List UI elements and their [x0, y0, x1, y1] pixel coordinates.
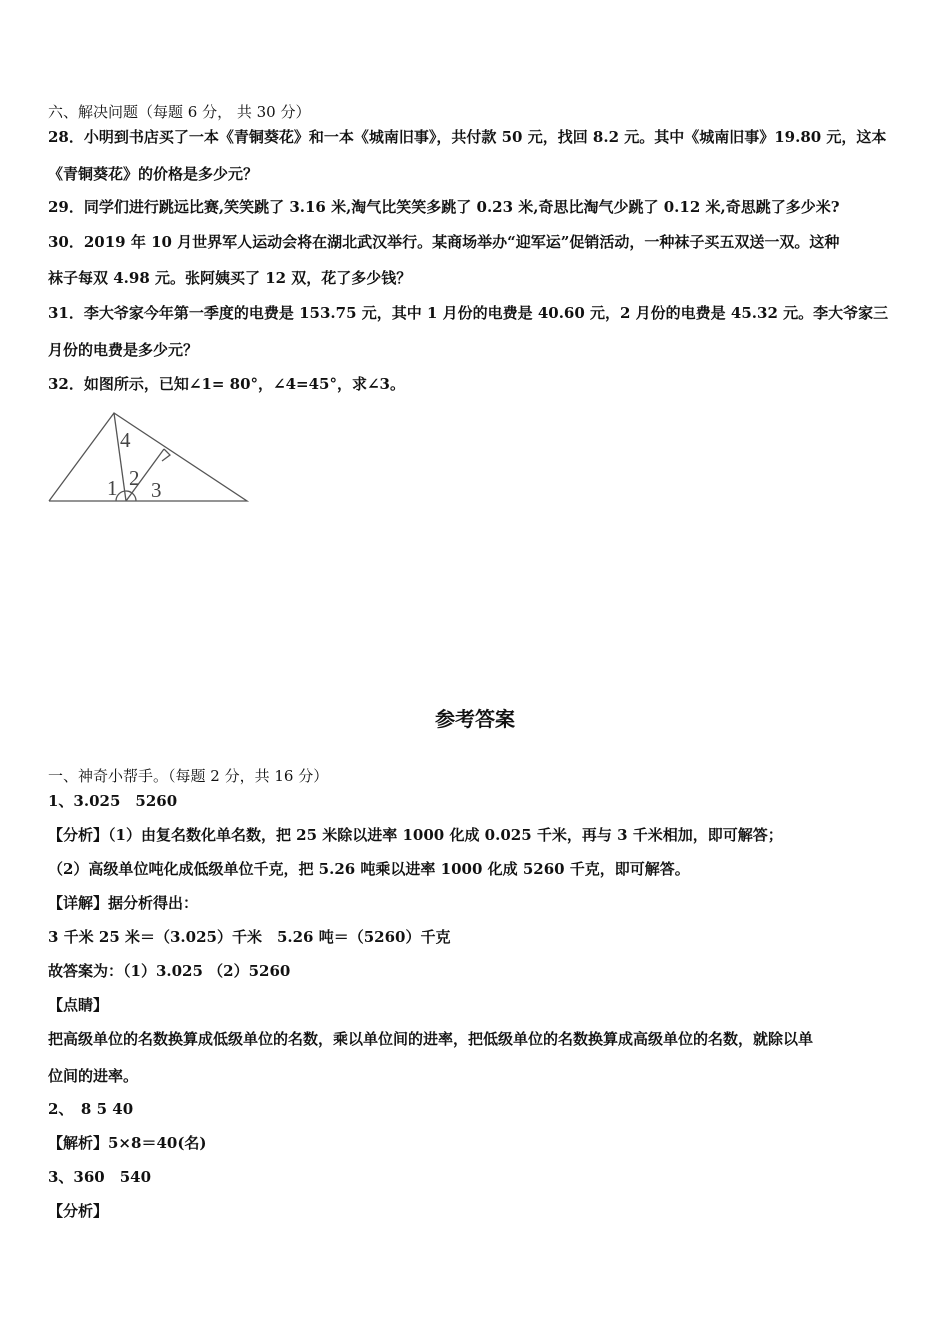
answers-title: 参考答案: [435, 707, 515, 731]
answers-section-heading: 一、神奇小帮手。（每题 2 分，共 16 分）: [48, 767, 329, 785]
answer-1-final: 故答案为：（1）3.025 （2）5260: [48, 962, 291, 980]
answer-1-detail-label: 【详解】据分析得出：: [48, 894, 199, 912]
answer-3-analysis: 【分析】: [48, 1202, 109, 1220]
angle-label-2: 2: [129, 466, 140, 490]
question-31-line-1: 31．李大爷家今年第一季度的电费是 153.75 元，其中 1 月份的电费是 40.60 元，2 月份的电费是 45.32 元。李大爷家三: [48, 304, 889, 322]
answer-1-analysis: 【分析】（1）由复名数化单名数，把 25 米除以进率 1000 化成 0.025 千米，再与 3 千米相加，即可解答；: [48, 826, 783, 844]
answer-1-tip-line-1: 把高级单位的名数换算成低级单位的名数，乘以单位间的进率，把低级单位的名数换算成高级单位的名数，就除以单: [48, 1030, 814, 1048]
answer-2-analysis: 【解析】5×8＝40(名): [48, 1134, 207, 1152]
angle-label-4: 4: [120, 428, 131, 452]
triangle-figure: [40, 405, 255, 510]
answer-1-tip-label: 【点睛】: [48, 996, 109, 1014]
angle-label-3: 3: [151, 478, 162, 502]
angle-label-1: 1: [107, 476, 118, 500]
triangle-outline: [49, 413, 247, 501]
answer-1: 1、3.025 5260: [48, 792, 178, 810]
question-29: 29．同学们进行跳远比赛,笑笑跳了 3.16 米,淘气比笑笑多跳了 0.23 米,奇思比淘气少跳了 0.12 米,奇思跳了多少米?: [48, 198, 840, 216]
section-six-heading: 六、解决问题（每题 6 分， 共 30 分）: [48, 103, 311, 121]
question-31-line-2: 月份的电费是多少元？: [48, 341, 199, 359]
question-30-line-2: 袜子每双 4.98 元。张阿姨买了 12 双，花了多少钱？: [48, 269, 412, 287]
question-30-line-1: 30．2019 年 10 月世界军人运动会将在湖北武汉举行。某商场举办“迎军运”促销活动，一种袜子买五双送一双。这种: [48, 233, 840, 251]
question-32: 32．如图所示，已知∠1= 80°，∠4=45°，求∠3。: [48, 375, 405, 393]
answer-3: 3、360 540: [48, 1168, 152, 1186]
answer-1-tip-line-2: 位间的进率。: [48, 1067, 139, 1085]
question-28-line-1: 28．小明到书店买了一本《青铜葵花》和一本《城南旧事》，共付款 50 元，找回 8.2 元。其中《城南旧事》19.80 元，这本: [48, 128, 887, 146]
answer-2: 2、 8 5 40: [48, 1100, 134, 1118]
question-28-line-2: 《青铜葵花》的价格是多少元？: [48, 165, 259, 183]
answer-1-analysis-2: （2）高级单位吨化成低级单位千克，把 5.26 吨乘以进率 1000 化成 5260 千克，即可解答。: [48, 860, 690, 878]
answer-1-detail: 3 千米 25 米＝（3.025）千米 5.26 吨＝（5260）千克: [48, 928, 451, 946]
